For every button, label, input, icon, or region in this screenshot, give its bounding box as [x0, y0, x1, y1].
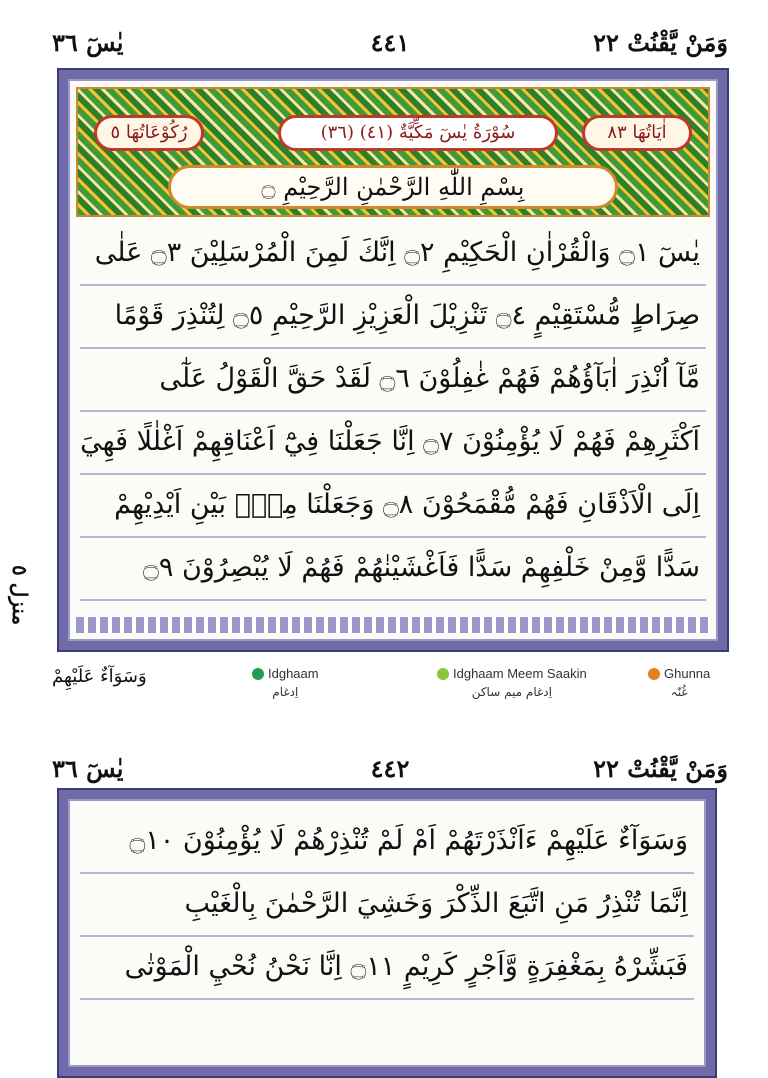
- verse-line: سَدًّا وَّمِنْ خَلْفِهِمْ سَدًّا فَاَغْشَيْنٰهُمْ فَهُمْ لَا يُبْصِرُوْنَ ۝٩: [80, 538, 706, 601]
- verse-line: وَسَوَآءٌ عَلَيْهِمْ ءَاَنْذَرْتَهُمْ اَمْ لَمْ تُنْذِرْهُمْ لَا يُؤْمِنُوْنَ ۝١٠: [80, 811, 694, 874]
- verse-line: اِنَّمَا تُنْذِرُ مَنِ اتَّبَعَ الذِّكْرَ وَخَشِيَ الرَّحْمٰنَ بِالْغَيْبِ: [80, 874, 694, 937]
- text-area: [68, 79, 718, 641]
- verse-line: مَّآ اُنْذِرَ اٰبَآؤُهُمْ فَهُمْ غٰفِلُوْنَ ۝٦ لَقَدْ حَقَّ الْقَوْلُ عَلٰٓى: [80, 349, 706, 412]
- juz-name: وَمَنْ يَّقْنُتْ ٢٢: [593, 28, 728, 57]
- running-header: [52, 28, 728, 68]
- bismillah: بِسْمِ اللّٰهِ الرَّحْمٰنِ الرَّحِيْمِ ۝: [168, 165, 618, 209]
- legend-item-ghunna: Ghunna غُنّہ: [648, 666, 710, 699]
- ayat-count: اٰيَاتُهَا ٨٣: [582, 115, 692, 151]
- verse-line: فَبَشِّرْهُ بِمَغْفِرَةٍ وَّاَجْرٍ كَرِيْمٍ ۝١١ اِنَّا نَحْنُ نُحْيِ الْمَوْتٰى: [80, 937, 694, 1000]
- tajweed-legend: [52, 666, 728, 716]
- verse-lines: [80, 223, 706, 601]
- legend-item-idghaam: Idghaam اِدغام: [252, 666, 319, 699]
- surah-reference: يٰسٓ ٣٦: [52, 754, 124, 783]
- quran-page-442: [0, 748, 768, 1024]
- legend-dot-icon: [648, 668, 660, 680]
- verse-line: اَكْثَرِهِمْ فَهُمْ لَا يُؤْمِنُوْنَ ۝٧ اِنَّا جَعَلْنَا فِيْٓ اَعْنَاقِهِمْ اَغْلٰلًا فَهِيَ: [80, 412, 706, 475]
- legend-dot-icon: [437, 668, 449, 680]
- page-number: ٤٤١: [370, 28, 410, 57]
- catchword: وَسَوَآءٌ عَلَيْهِمْ: [52, 666, 147, 687]
- page-frame: [57, 788, 717, 1078]
- manzil-marker: منزل ٥: [8, 565, 32, 626]
- juz-name: وَمَنْ يَّقْنُتْ ٢٢: [593, 754, 728, 783]
- page-number: ٤٤٢: [370, 754, 410, 783]
- verse-line: اِلَى الْاَذْقَانِ فَهُمْ مُّقْمَحُوْنَ ۝٨ وَجَعَلْنَا مِنْۢ بَيْنِ اَيْدِيْهِمْ: [80, 475, 706, 538]
- surah-reference: يٰسٓ ٣٦: [52, 28, 124, 57]
- text-area: [68, 799, 706, 1067]
- legend-item-idghaam-meem-saakin: Idghaam Meem Saakin اِدغام میم ساکن: [437, 666, 587, 699]
- ruku-count: رُكُوْعَاتُهَا ٥: [94, 115, 204, 151]
- surah-title: (٣٦) سُوْرَةُ يٰسٓ مَكِّيَّةٌ (٤١): [278, 115, 558, 151]
- border-ornament: [76, 617, 710, 633]
- verse-lines: [80, 811, 694, 1000]
- verse-line: يٰسٓ ۝١ وَالْقُرْاٰنِ الْحَكِيْمِ ۝٢ اِنَّكَ لَمِنَ الْمُرْسَلِيْنَ ۝٣ عَلٰى: [80, 223, 706, 286]
- surah-header-ornament: [76, 87, 710, 217]
- legend-dot-icon: [252, 668, 264, 680]
- page-frame: [57, 68, 729, 652]
- verse-line: صِرَاطٍ مُّسْتَقِيْمٍ ۝٤ تَنْزِيْلَ الْعَزِيْزِ الرَّحِيْمِ ۝٥ لِتُنْذِرَ قَوْمًا: [80, 286, 706, 349]
